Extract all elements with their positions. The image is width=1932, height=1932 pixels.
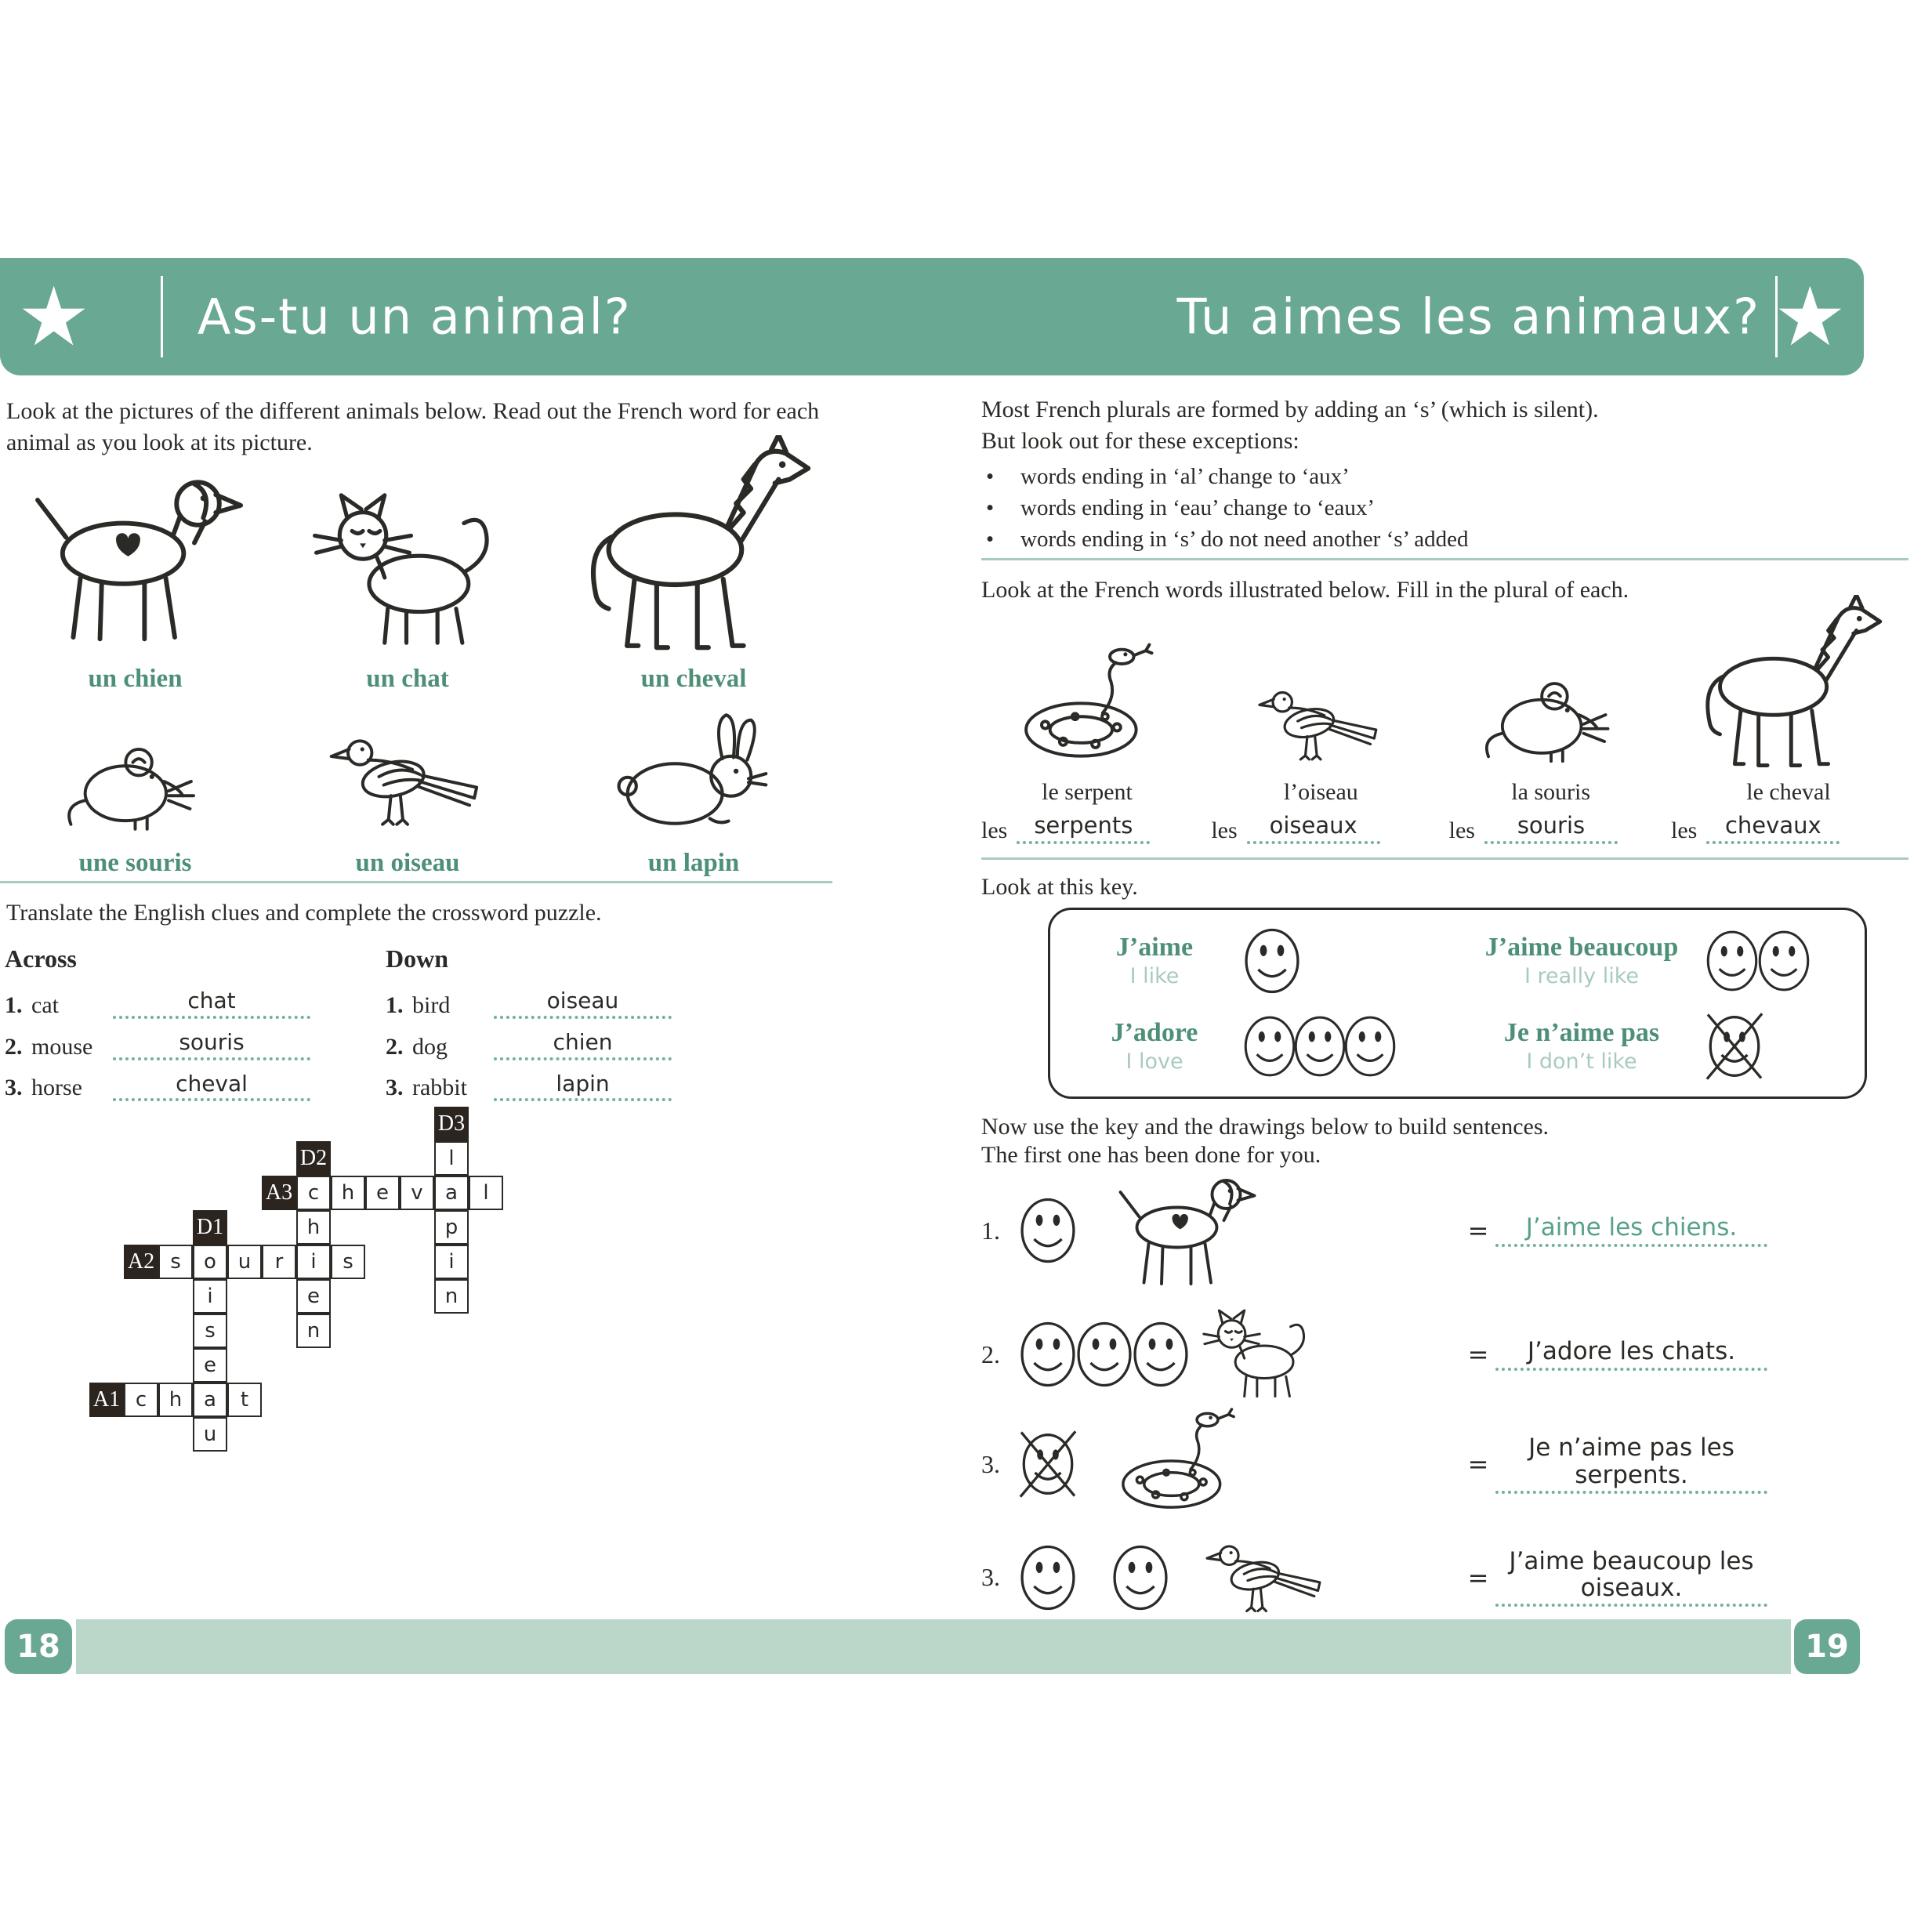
left-intro-text: Look at the pictures of the different animals below. Read out the French word for each animal as you look at its picture.	[6, 398, 820, 455]
plural-answer-field[interactable]: souris	[1484, 814, 1618, 844]
key-entry-jaime	[1088, 926, 1480, 996]
clue-answer-field[interactable]: souris	[113, 1031, 310, 1060]
crossword-intro-text: Translate the English clues and complete the crossword puzzle.	[6, 900, 602, 926]
crossword-letter-cell[interactable]: u	[227, 1245, 262, 1279]
sentence-row-1	[981, 1164, 1767, 1297]
sentence-row-3	[981, 1409, 1767, 1519]
key-box	[1048, 908, 1867, 1099]
crossed-smiley-icon	[1017, 1429, 1078, 1499]
sentence-number: 3.	[981, 1563, 1000, 1591]
key-text	[1480, 933, 1684, 988]
sentence-icons	[1017, 1305, 1461, 1405]
animal-label: une souris	[78, 849, 192, 877]
figure-bird	[1211, 677, 1430, 806]
crossword-letter-cell[interactable]: h	[331, 1176, 365, 1210]
smiley-icon	[1241, 926, 1303, 996]
sentence-answer-field[interactable]: J’aime beaucoup les oiseaux.	[1495, 1548, 1767, 1607]
smiley-icon	[1130, 1319, 1191, 1390]
footer-bar	[76, 1619, 1791, 1674]
right-section-divider-1	[981, 558, 1908, 560]
horse-illustration	[1684, 595, 1892, 773]
smiley-group	[1704, 1011, 1765, 1082]
rule-text: • words ending in ‘al’ change to ‘aux’	[1020, 464, 1350, 489]
animal-label: un oiseau	[355, 849, 460, 877]
smiley-icon	[1704, 928, 1760, 994]
mouse-illustration	[59, 722, 212, 841]
clue-answer-field[interactable]: chien	[494, 1031, 672, 1060]
clue-row	[386, 1028, 672, 1060]
rule-text: • words ending in ‘s’ do not need another ‘s’ added	[1020, 527, 1469, 552]
sentence-icons	[1017, 1406, 1461, 1522]
smiley-group	[1704, 928, 1812, 994]
crossword-letter-cell[interactable]: h	[296, 1210, 331, 1245]
clue-word: mouse	[31, 1033, 93, 1060]
clue-word: dog	[412, 1033, 448, 1060]
clue-answer-field[interactable]: lapin	[494, 1072, 672, 1102]
smiley-group	[1241, 926, 1303, 996]
smiley-icon	[1342, 1013, 1398, 1079]
crossword-letter-cell[interactable]: l	[434, 1141, 469, 1176]
snake-illustration	[1108, 1406, 1245, 1522]
left-section-divider	[0, 881, 832, 883]
crossword-letter-cell[interactable]: p	[434, 1210, 469, 1245]
les-label: les	[1211, 817, 1238, 843]
header-banner	[0, 258, 1864, 375]
crossword-letter-cell[interactable]: i	[434, 1245, 469, 1279]
clue-row	[386, 989, 672, 1019]
smiley-icon	[1017, 1542, 1078, 1613]
clue-number: 3.	[386, 1075, 404, 1101]
sentence-icons	[1017, 1166, 1461, 1296]
animal-label: un lapin	[647, 849, 740, 877]
clue-number: 1.	[386, 991, 404, 1018]
crossword-letter-cell[interactable]: e	[193, 1348, 227, 1383]
banner-divider-left	[161, 276, 163, 357]
rabbit-illustration	[584, 704, 803, 841]
crossword-clue-cell: A2	[124, 1245, 158, 1279]
sentence-number: 2.	[981, 1339, 1000, 1368]
smiley-icon	[1241, 1013, 1298, 1079]
crossword-clue-cell: A3	[262, 1176, 296, 1210]
horse-illustration	[564, 435, 823, 657]
clue-word: cat	[31, 991, 59, 1018]
bird-illustration	[1190, 1531, 1343, 1624]
list-item	[981, 527, 1906, 553]
sentence-row-4	[981, 1524, 1767, 1630]
crossword-letter-cell[interactable]: t	[227, 1383, 262, 1417]
singular-label: la souris	[1511, 779, 1591, 805]
plural-rules-list	[981, 464, 1906, 558]
figure-mouse	[0, 722, 270, 878]
plural-intro-line2: But look out for these exceptions:	[981, 428, 1299, 454]
clue-answer-field[interactable]: cheval	[113, 1072, 310, 1102]
crossword-letter-cell[interactable]: r	[262, 1245, 296, 1279]
snake-illustration	[1009, 641, 1165, 773]
crossword-letter-cell[interactable]: a	[193, 1383, 227, 1417]
key-term: Je n’aime pas	[1503, 1018, 1660, 1047]
clue-answer-field[interactable]: chat	[113, 989, 310, 1019]
figure-horse	[545, 435, 843, 694]
page-title-left: As-tu un animal?	[198, 288, 632, 346]
key-term: J’adore	[1111, 1018, 1198, 1047]
star-icon-right: ★	[1773, 269, 1847, 364]
rule-text: • words ending in ‘eau’ change to ‘eaux’	[1020, 495, 1376, 520]
clue-answer-field[interactable]: oiseau	[494, 989, 672, 1019]
build-sentences-line1: Now use the key and the drawings below to build sentences.	[981, 1114, 1549, 1140]
crossword-clue-cell: D1	[193, 1210, 227, 1245]
key-text	[1088, 1018, 1221, 1074]
key-intro-text: Look at this key.	[981, 874, 1138, 900]
crossword-letter-cell[interactable]: s	[158, 1245, 193, 1279]
clue-row	[386, 1072, 672, 1102]
crossword-clue-cell: A1	[89, 1383, 124, 1417]
crossword-letter-cell[interactable]: i	[193, 1279, 227, 1314]
key-translation: I like	[1129, 964, 1180, 988]
crossword-letter-cell[interactable]: a	[434, 1176, 469, 1210]
smiley-icon	[1756, 928, 1812, 994]
smiley-icon	[1292, 1013, 1348, 1079]
mouse-illustration	[1477, 657, 1626, 773]
clue-row	[5, 989, 310, 1019]
plural-answer	[981, 814, 1193, 844]
equals-sign: =	[1467, 1339, 1489, 1369]
clue-number: 2.	[5, 1033, 23, 1060]
clue-row	[5, 1072, 310, 1102]
figure-snake	[981, 641, 1193, 806]
bird-illustration	[290, 722, 525, 841]
crossword-letter-cell[interactable]: n	[434, 1279, 469, 1314]
clue-word: rabbit	[412, 1075, 467, 1101]
dog-illustration	[18, 461, 253, 657]
equals-sign: =	[1467, 1562, 1489, 1593]
clue-number: 3.	[5, 1075, 23, 1101]
plural-answer	[1211, 814, 1430, 844]
crossword-letter-cell[interactable]: n	[296, 1314, 331, 1348]
crossword-letter-cell[interactable]: e	[296, 1279, 331, 1314]
figure-horse	[1671, 595, 1906, 806]
down-heading: Down	[386, 944, 449, 973]
dog-illustration	[1091, 1166, 1279, 1296]
equals-sign: =	[1467, 1216, 1489, 1245]
sentence-answer-field[interactable]: J’adore les chats.	[1495, 1338, 1767, 1370]
crossword-letter-cell[interactable]: i	[296, 1245, 331, 1279]
smiley-icon	[1017, 1319, 1078, 1390]
key-entry-jaime-beaucoup	[1480, 928, 1849, 994]
list-item	[981, 464, 1906, 490]
key-translation: I love	[1125, 1049, 1183, 1074]
animal-label: un cheval	[640, 665, 747, 693]
page-title-right: Tu aimes les animaux?	[1176, 288, 1760, 346]
figure-rabbit	[545, 704, 843, 878]
plural-animal-row	[981, 602, 1906, 806]
singular-label: le serpent	[1042, 779, 1133, 805]
clue-word: horse	[31, 1075, 82, 1101]
plural-answer-field[interactable]: oiseaux	[1247, 814, 1380, 844]
plural-answer	[1671, 814, 1906, 844]
equals-sign: =	[1467, 1449, 1489, 1479]
clue-word: bird	[412, 991, 451, 1018]
key-translation: I don’t like	[1526, 1049, 1637, 1074]
crossed-smiley-icon	[1704, 1011, 1765, 1082]
smiley-icon	[1110, 1542, 1171, 1613]
plural-intro-line1: Most French plurals are formed by adding an ‘s’ (which is silent).	[981, 397, 1599, 422]
smiley-icon	[1017, 1195, 1078, 1266]
sentence-row-2	[981, 1292, 1767, 1417]
across-heading: Across	[5, 944, 77, 973]
page-number-left: 18	[5, 1619, 72, 1674]
build-sentences-line2: The first one has been done for you.	[981, 1142, 1321, 1168]
key-text	[1088, 933, 1221, 988]
smiley-icon	[1074, 1319, 1135, 1390]
crossword-letter-cell[interactable]: o	[193, 1245, 227, 1279]
plural-answer	[1449, 814, 1653, 844]
fill-instruction-text: Look at the French words illustrated below. Fill in the plural of each.	[981, 577, 1629, 603]
sentence-number: 3.	[981, 1449, 1000, 1478]
crossword-clue-cell: D3	[434, 1107, 469, 1141]
clue-number: 2.	[386, 1033, 404, 1060]
key-term: J’aime	[1115, 933, 1194, 962]
crossword-letter-cell[interactable]: l	[469, 1176, 503, 1210]
crossword-letter-cell[interactable]: s	[193, 1314, 227, 1348]
crossword-letter-cell[interactable]: h	[158, 1383, 193, 1417]
figure-cat	[270, 486, 545, 694]
key-translation: I really like	[1524, 964, 1640, 988]
clue-row	[5, 1028, 310, 1060]
right-section-divider-2	[981, 857, 1908, 860]
animal-row-2	[0, 709, 862, 878]
crossword-clue-cell: D2	[296, 1141, 331, 1176]
crossword-letter-cell[interactable]: v	[400, 1176, 434, 1210]
singular-label: l’oiseau	[1283, 779, 1358, 805]
clue-number: 1.	[5, 991, 23, 1018]
crossword-grid	[89, 1107, 503, 1452]
sentence-answer-field[interactable]: Je n’aime pas les serpents.	[1495, 1434, 1767, 1493]
key-term: J’aime beaucoup	[1484, 933, 1679, 962]
page-number-right: 19	[1794, 1619, 1860, 1674]
list-item	[981, 495, 1906, 521]
crossword-letter-cell[interactable]: c	[124, 1383, 158, 1417]
key-text	[1480, 1018, 1684, 1074]
figure-dog	[0, 461, 270, 694]
crossword-letter-cell[interactable]: c	[296, 1176, 331, 1210]
figure-bird	[270, 722, 545, 878]
plural-answer-field[interactable]: serpents	[1017, 814, 1150, 844]
key-entry-je-naime-pas	[1480, 1011, 1849, 1082]
sentence-answer-field[interactable]: J’aime les chiens.	[1495, 1214, 1767, 1246]
animal-label: un chien	[88, 665, 183, 693]
singular-label: le cheval	[1746, 779, 1831, 805]
sentence-number: 1.	[981, 1216, 1000, 1245]
smiley-group	[1241, 1013, 1398, 1079]
animal-row-1	[0, 439, 862, 694]
cat-illustration	[1199, 1305, 1317, 1405]
crossword-letter-cell[interactable]: s	[331, 1245, 365, 1279]
star-icon-left: ★	[17, 269, 91, 364]
les-label: les	[1670, 817, 1698, 843]
crossword-letter-cell[interactable]: e	[365, 1176, 400, 1210]
figure-mouse	[1449, 657, 1653, 806]
animal-label: un chat	[366, 665, 449, 693]
les-label: les	[981, 817, 1008, 843]
plural-answer-field[interactable]: chevaux	[1706, 814, 1840, 844]
key-entry-jadore	[1088, 1013, 1480, 1079]
across-clues	[5, 989, 310, 1101]
cat-illustration	[304, 486, 512, 657]
plural-answer-row	[981, 814, 1906, 844]
down-clues	[386, 989, 672, 1101]
crossword-letter-cell[interactable]: u	[193, 1417, 227, 1452]
bird-illustration	[1227, 677, 1415, 773]
les-label: les	[1448, 817, 1475, 843]
sentence-icons	[1017, 1531, 1461, 1624]
